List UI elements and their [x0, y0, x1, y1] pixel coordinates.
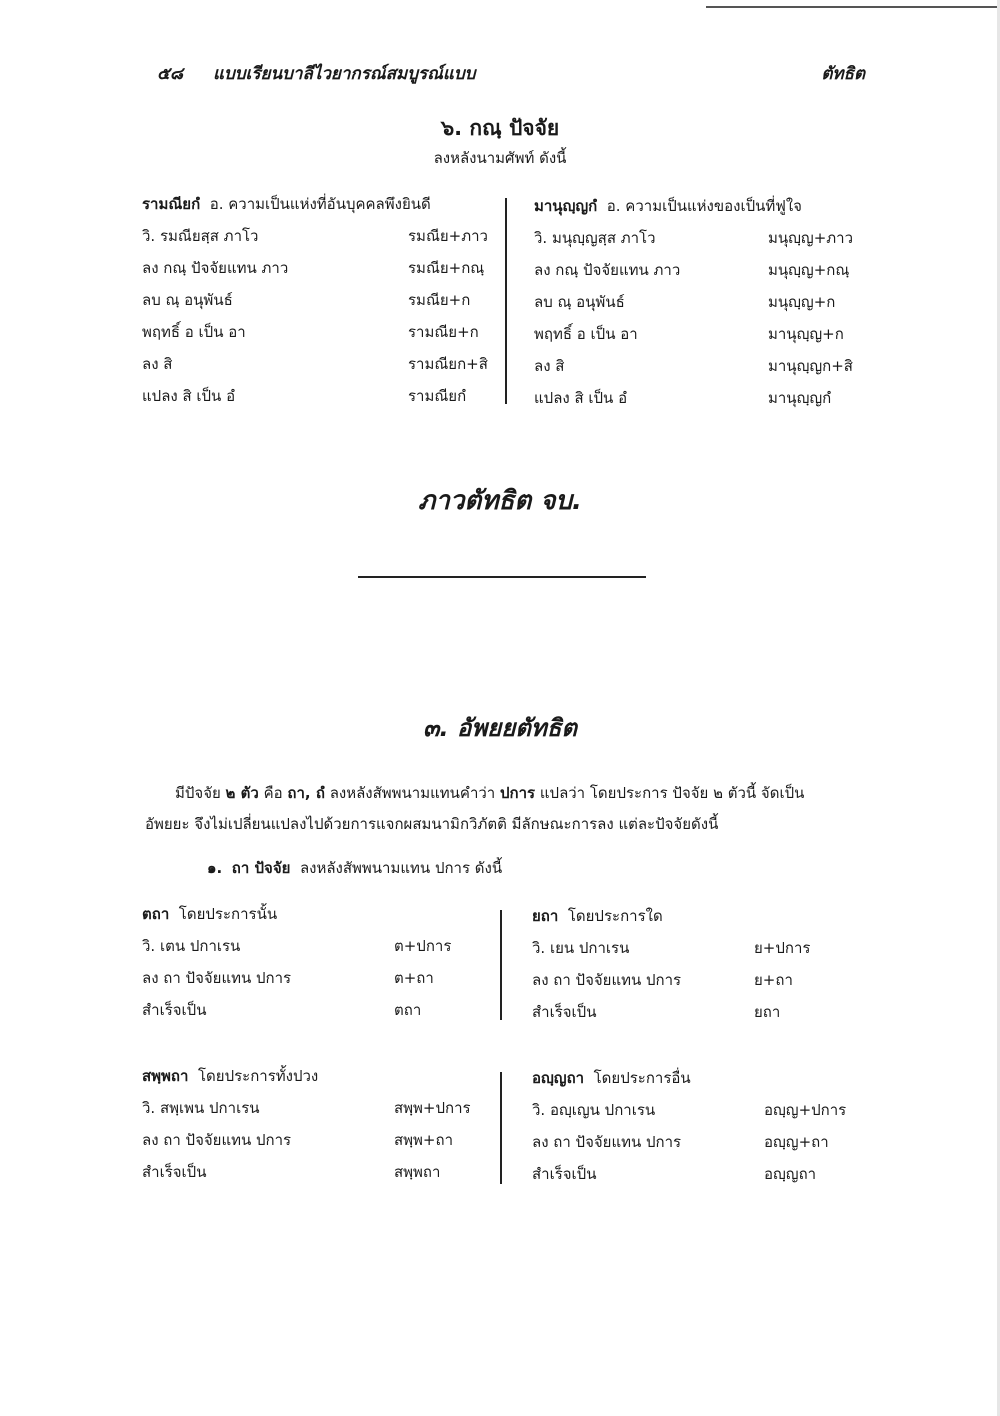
form: รมณีย+ภาว — [408, 227, 488, 245]
derivation-row — [142, 1156, 492, 1188]
verse: ลง สิ — [534, 357, 565, 375]
intro-text: ลงหลังสัพพนามแทนคำว่า — [324, 784, 501, 802]
intro-paragraph — [145, 778, 861, 840]
verse: สำเร็จเป็น — [532, 1003, 597, 1021]
block-yatha — [532, 900, 862, 1028]
derivation-row — [534, 318, 864, 350]
derivation-row — [142, 994, 492, 1026]
derivation-row — [142, 380, 502, 412]
form: ตถา — [394, 1001, 422, 1019]
derivation-row — [142, 1092, 492, 1124]
word-heading — [142, 188, 502, 220]
derivation-row — [142, 930, 492, 962]
chapter-end-title: ภาวตัทธิต จบ. — [418, 486, 582, 516]
intro-line-2: อัพยยะ จึงไม่เปลี่ยนแปลงไปด้วยการแจกผสมนามิกวิภัตติ มีลักษณะการลง แต่ละปัจจัยดังนี้ — [145, 815, 719, 833]
verse: วิ. สพฺเพน ปกาเรน — [142, 1099, 260, 1117]
verse: วิ. เยน ปกาเรน — [532, 939, 630, 957]
verse: วิ. อญฺเญน ปกาเรน — [532, 1101, 656, 1119]
top-border-line — [706, 6, 1000, 8]
intro-text: มีปัจจัย — [175, 784, 226, 802]
word: สพฺพถา — [142, 1067, 189, 1085]
section-6-subtitle: ลงหลังนามศัพท์ ดังนี้ — [433, 149, 567, 167]
column-divider — [505, 198, 507, 404]
word-heading — [142, 1060, 492, 1092]
word: ยถา — [532, 907, 559, 925]
form: มนุญฺญ+ภาว — [768, 229, 854, 247]
meaning: โดยประการใด — [567, 907, 663, 925]
form: รมณีย+กณฺ — [408, 259, 485, 277]
page-number: ๕๘ — [157, 64, 183, 84]
intro-bold: ๒ ตัว — [225, 784, 259, 802]
verse: ลง กณฺ ปัจจัยแทน ภาว — [142, 259, 289, 277]
intro-text: แปลว่า โดยประการ ปัจจัย ๒ ตัวนี้ จัดเป็น — [535, 784, 805, 802]
form: รามณีย+ก — [408, 323, 479, 341]
block-annatha — [532, 1062, 862, 1190]
word-heading — [534, 190, 864, 222]
intro-bold: ถา, ถํ — [287, 784, 325, 802]
verse: ลง ถา ปัจจัยแทน ปการ — [142, 969, 292, 987]
divider-rule — [358, 576, 646, 578]
section-6-title: ๖. กณฺ ปัจจัย — [440, 116, 560, 140]
form: อญฺญ+ถา — [764, 1133, 829, 1151]
derivation-row — [532, 1126, 862, 1158]
form: รามณียกํ — [408, 387, 467, 405]
subsection-1-heading — [207, 856, 502, 880]
derivation-row — [532, 1158, 862, 1190]
word-heading — [142, 898, 492, 930]
derivation-row — [142, 252, 502, 284]
verse: วิ. มนุญฺญสฺส ภาโว — [534, 229, 656, 247]
book-title: แบบเรียนบาลีไวยากรณ์สมบูรณ์แบบ — [213, 64, 476, 84]
meaning: โดยประการนั้น — [178, 905, 278, 923]
form: อญฺญ+ปการ — [764, 1101, 847, 1119]
intro-bold: ปการ — [500, 784, 536, 802]
derivation-row — [532, 1094, 862, 1126]
verse: สำเร็จเป็น — [142, 1001, 207, 1019]
meaning: โดยประการอื่น — [593, 1069, 691, 1087]
form: มานุญฺญกํ — [768, 389, 832, 407]
form: สพฺพ+ปการ — [394, 1099, 471, 1117]
column-divider — [500, 910, 502, 1020]
form: ต+ถา — [394, 969, 434, 987]
derivation-row — [534, 350, 864, 382]
form: มานุญฺญก+สิ — [768, 357, 853, 375]
word: อญฺญถา — [532, 1069, 585, 1087]
verse: พฤทธิ์ อ เป็น อา — [142, 323, 246, 341]
form: มนุญฺญ+ก — [768, 293, 836, 311]
form: สพฺพ+ถา — [394, 1131, 454, 1149]
derivation-row — [532, 932, 862, 964]
verse: วิ. เตน ปกาเรน — [142, 937, 241, 955]
block-sabbatha — [142, 1060, 492, 1188]
meaning: โดยประการทั้งปวง — [197, 1067, 319, 1085]
word-heading — [532, 1062, 862, 1094]
verse: ลง ถา ปัจจัยแทน ปการ — [142, 1131, 292, 1149]
subsection-number: ๑. — [207, 859, 223, 877]
derivation-row — [534, 382, 864, 414]
verse: ลง กณฺ ปัจจัยแทน ภาว — [534, 261, 681, 279]
derivation-row — [142, 348, 502, 380]
verse: ลง ถา ปัจจัยแทน ปการ — [532, 971, 682, 989]
word: รามณียกํ — [142, 195, 201, 213]
derivation-row — [142, 962, 492, 994]
form: มานุญฺญ+ก — [768, 325, 844, 343]
form: ย+ปการ — [754, 939, 811, 957]
verse: พฤทธิ์ อ เป็น อา — [534, 325, 638, 343]
intro-text: คือ — [258, 784, 288, 802]
column-divider — [500, 1072, 502, 1184]
form: ยถา — [754, 1003, 781, 1021]
word-heading — [532, 900, 862, 932]
verse: ลง ถา ปัจจัยแทน ปการ — [532, 1133, 682, 1151]
derivation-row — [142, 1124, 492, 1156]
derivation-row — [534, 222, 864, 254]
form: มนุญฺญ+กณฺ — [768, 261, 850, 279]
form: รามณียก+สิ — [408, 355, 488, 373]
sec6-left-column — [142, 188, 502, 412]
derivation-row — [532, 964, 862, 996]
sec6-right-column — [534, 190, 864, 414]
verse: ลบ ณฺ อนุพันธ์ — [534, 293, 625, 311]
form: อญฺญถา — [764, 1165, 817, 1183]
word: ตถา — [142, 905, 170, 923]
page-header — [145, 56, 865, 86]
derivation-row — [142, 220, 502, 252]
form: ต+ปการ — [394, 937, 452, 955]
form: ย+ถา — [754, 971, 793, 989]
verse: ลบ ณฺ อนุพันธ์ — [142, 291, 233, 309]
derivation-row — [142, 316, 502, 348]
verse: วิ. รมณียสฺส ภาโว — [142, 227, 259, 245]
section-7-title: ๓. อัพยยตัทธิต — [423, 714, 577, 742]
meaning: อ. ความเป็นแห่งที่อันบุคคลพึงยินดี — [209, 195, 431, 213]
verse: สำเร็จเป็น — [532, 1165, 597, 1183]
word: มานุญฺญกํ — [534, 197, 598, 215]
meaning: อ. ความเป็นแห่งของเป็นที่ฟูใจ — [606, 197, 802, 215]
subsection-desc: ลงหลังสัพพนามแทน ปการ ดังนี้ — [299, 859, 503, 877]
derivation-row — [534, 254, 864, 286]
derivation-row — [142, 284, 502, 316]
running-section: ตัทธิต — [821, 64, 865, 84]
verse: แปลง สิ เป็น อํ — [142, 387, 236, 405]
derivation-row — [532, 996, 862, 1028]
block-tatha — [142, 898, 492, 1026]
verse: ลง สิ — [142, 355, 173, 373]
form: สพฺพถา — [394, 1163, 441, 1181]
subsection-title: ถา ปัจจัย — [231, 859, 291, 877]
verse: แปลง สิ เป็น อํ — [534, 389, 628, 407]
derivation-row — [534, 286, 864, 318]
form: รมณีย+ก — [408, 291, 471, 309]
verse: สำเร็จเป็น — [142, 1163, 207, 1181]
